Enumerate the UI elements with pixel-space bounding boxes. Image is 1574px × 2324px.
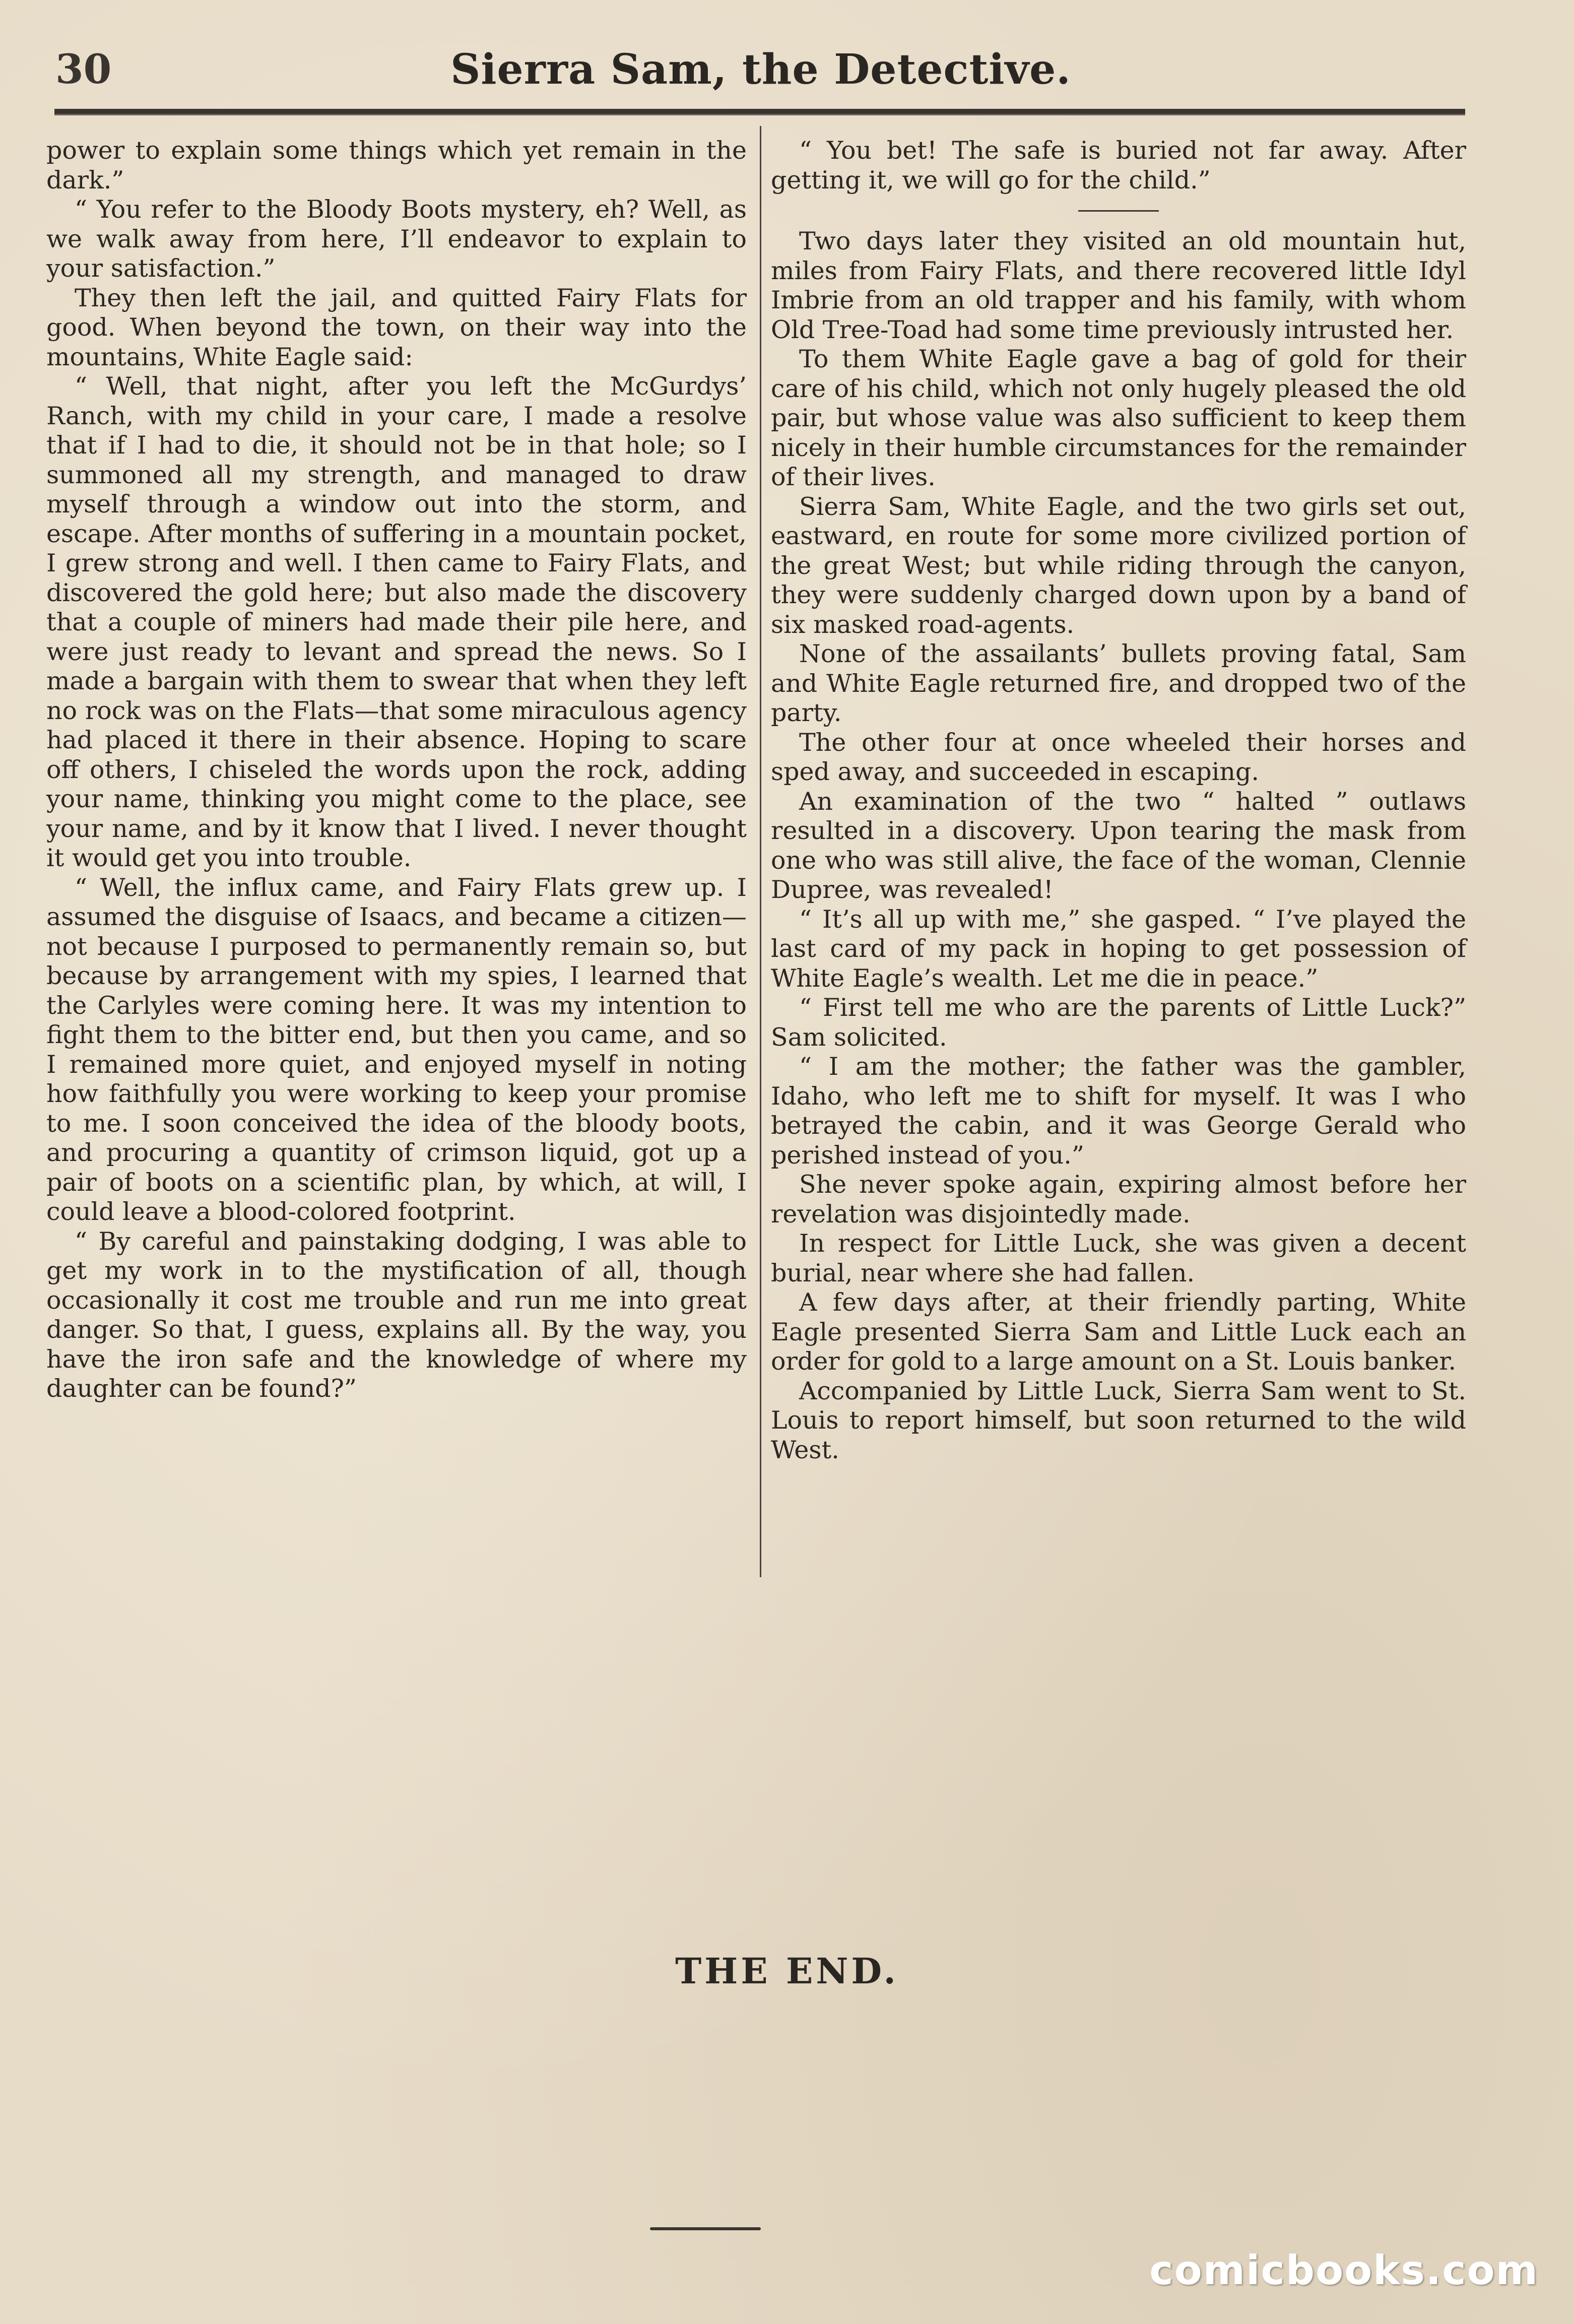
paragraph: None of the assailants’ bullets proving fatal, Sam and White Eagle returned fire, and dropped two of the party.: [771, 639, 1466, 727]
paragraph: “ Well, that night, after you left the McGurdys’ Ranch, with my child in your care, I made a resolve that if I had to die, it should not be in that hole; so I summoned all my strength, and managed to draw myself through a window out into the storm, and escape. After months of suffering in a mountain pocket, I grew strong and well. I then came to Fairy Flats, and discovered the gold here; but also made the discovery that a couple of miners had made their pile here, and were just ready to levant and spread the news. So I made a bargain with them to swear that when they left no rock was on the Flats—that some miraculous agency had placed it there in their absence. Hoping to scare off others, I chiseled the words upon the rock, adding your name, thinking you might come to the place, see your name, and by it know that I lived. I never thought it would get you into trouble.: [46, 372, 747, 872]
paragraph: In respect for Little Luck, she was given a decent burial, near where she had fallen.: [771, 1229, 1466, 1287]
paragraph: Accompanied by Little Luck, Sierra Sam went to St. Louis to report himself, but soon returned to the wild West.: [771, 1376, 1466, 1464]
column-divider: [760, 126, 761, 1577]
paragraph: “ You bet! The safe is buried not far away. After getting it, we will go for the child.”: [771, 136, 1466, 195]
section-rule: [1078, 210, 1159, 212]
page-header: [55, 40, 1466, 101]
paragraph: “ It’s all up with me,” she gasped. “ I’ve played the last card of my pack in hoping to get possession of White Eagle’s wealth. Let me die in peace.”: [771, 905, 1466, 993]
paragraph: She never spoke again, expiring almost before her revelation was disjointedly made.: [771, 1170, 1466, 1229]
paragraph: They then left the jail, and quitted Fairy Flats for good. When beyond the town, on their way into the mountains, White Eagle said:: [46, 283, 747, 371]
paragraph: “ First tell me who are the parents of Little Luck?” Sam solicited.: [771, 993, 1466, 1052]
paragraph: An examination of the two “ halted ” outlaws resulted in a discovery. Upon tearing the mask from one who was still alive, the face of the woman, Clennie Dupree, was revealed!: [771, 787, 1466, 904]
running-title: Sierra Sam, the Detective.: [450, 45, 1071, 94]
right-column: [771, 136, 1466, 1465]
paragraph: power to explain some things which yet remain in the dark.”: [46, 136, 747, 195]
paragraph: The other four at once wheeled their horses and sped away, and succeeded in escaping.: [771, 728, 1466, 786]
paragraph: “ Well, the influx came, and Fairy Flats grew up. I assumed the disguise of Isaacs, and became a citizen—not because I purposed to permanently remain so, but because by arrangement with my spies, I learned that the Carlyles were coming here. It was my intention to fight them to the bitter end, but then you came, and so I remained more quiet, and enjoyed myself in noting how faithfully you were working to keep your promise to me. I soon conceived the idea of the bloody boots, and procuring a quantity of crimson liquid, got up a pair of boots on a scientific plan, by which, at will, I could leave a blood-colored footprint.: [46, 873, 747, 1226]
page-number: 30: [55, 45, 112, 93]
paragraph: “ I am the mother; the father was the gambler, Idaho, who left me to shift for myself. It was I who betrayed the cabin, and it was George Gerald who perished instead of you.”: [771, 1052, 1466, 1170]
left-column: [46, 136, 747, 1404]
paragraph: “ You refer to the Bloody Boots mystery, eh? Well, as we walk away from here, I’ll endeavor to explain to your satisfaction.”: [46, 195, 747, 283]
the-end-label: THE END.: [675, 1950, 899, 1992]
watermark: comicbooks.com: [1149, 2247, 1539, 2294]
paragraph: “ By careful and painstaking dodging, I was able to get my work in to the mystification of all, though occasionally it cost me trouble and run me into great danger. So that, I guess, explains all. By the way, you have the iron safe and the knowledge of where my daughter can be found?”: [46, 1226, 747, 1403]
paragraph: To them White Eagle gave a bag of gold for their care of his child, which not only hugely pleased the old pair, but whose value was also sufficient to keep them nicely in their humble circumstances for the remainder of their lives.: [771, 345, 1466, 491]
header-rule: [54, 109, 1465, 115]
paragraph: A few days after, at their friendly parting, White Eagle presented Sierra Sam and Little Luck each an order for gold to a large amount on a St. Louis banker.: [771, 1288, 1466, 1376]
paragraph: Two days later they visited an old mountain hut, miles from Fairy Flats, and there recovered little Idyl Imbrie from an old trapper and his family, with whom Old Tree-Toad had some time previously intrusted her.: [771, 227, 1466, 344]
paragraph: Sierra Sam, White Eagle, and the two girls set out, eastward, en route for some more civilized portion of the great West; but while riding through the canyon, they were suddenly charged down upon by a band of six masked road-agents.: [771, 492, 1466, 639]
bottom-ornament: [650, 2227, 761, 2230]
